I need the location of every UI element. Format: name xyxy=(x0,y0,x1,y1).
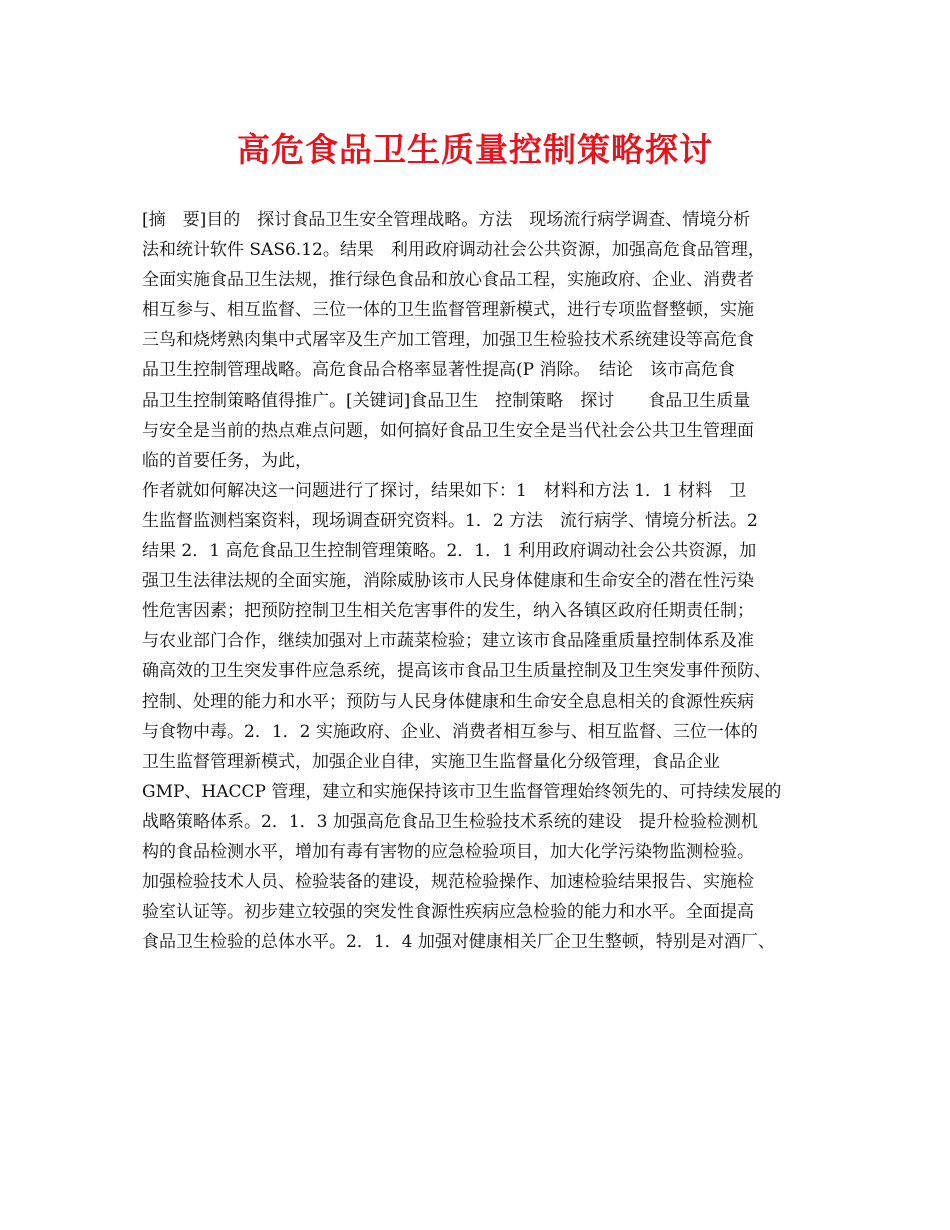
body-text-line: 三鸟和烧烤熟肉集中式屠宰及生产加工管理，加强卫生检验技术系统建设等高危食 xyxy=(142,330,754,351)
body-text-line: 性危害因素；把预防控制卫生相关危害事件的发生，纳入各镇区政府任期责任制； xyxy=(142,601,754,622)
body-text-line: 结果 2．1 高危食品卫生控制管理策略。2．1．1 利用政府调动社会公共资源，加 xyxy=(142,541,757,562)
body-text-line: 临的首要任务，为此， xyxy=(142,450,312,471)
body-text-line: 品卫生控制管理战略。高危食品合格率显著性提高(P 消除。 结论 该市高危食 xyxy=(142,360,735,381)
body-text-line: GMP、HACCP 管理，建立和实施保持该市卫生监督管理始终领先的、可持续发展的 xyxy=(142,781,782,802)
body-text-line: 强卫生法律法规的全面实施，消除威胁该市人民身体健康和生命安全的潜在性污染 xyxy=(142,571,754,592)
body-text-line: 食品卫生检验的总体水平。2．1．4 加强对健康相关厂企卫生整顿，特别是对酒厂、 xyxy=(142,932,775,953)
body-text-line: 加强检验技术人员、检验装备的建设，规范检验操作、加速检验结果报告、实施检 xyxy=(142,872,754,893)
body-text-line: 与安全是当前的热点难点问题，如何搞好食品卫生安全是当代社会公共卫生管理面 xyxy=(142,420,754,441)
body-text-line: 确高效的卫生突发事件应急系统，提高该市食品卫生质量控制及卫生突发事件预防、 xyxy=(142,661,771,682)
body-text-line: 法和统计软件 SAS6.12。结果 利用政府调动社会公共资源，加强高危食品管理， xyxy=(142,240,765,261)
body-text-line: 全面实施食品卫生法规，推行绿色食品和放心食品工程，实施政府、企业、消费者 xyxy=(142,270,754,291)
body-text-line: 与农业部门合作，继续加强对上市蔬菜检验；建立该市食品隆重质量控制体系及准 xyxy=(142,631,754,652)
body-text-line: 作者就如何解决这一问题进行了探讨，结果如下：1 材料和方法 1．1 材料 卫 xyxy=(142,480,747,501)
body-text-line: 相互参与、相互监督、三位一体的卫生监督管理新模式，进行专项监督整顿，实施 xyxy=(142,300,754,321)
document-title: 高危食品卫生质量控制策略探讨 xyxy=(237,130,713,169)
body-text-line: 控制、处理的能力和水平；预防与人民身体健康和生命安全息息相关的食源性疾病 xyxy=(142,691,754,712)
body-text-line: 验室认证等。初步建立较强的突发性食源性疾病应急检验的能力和水平。全面提高 xyxy=(142,902,754,923)
body-text-line: 与食物中毒。2．1．2 实施政府、企业、消费者相互参与、相互监督、三位一体的 xyxy=(142,721,758,742)
body-text-line: 卫生监督管理新模式，加强企业自律，实施卫生监督量化分级管理，食品企业 xyxy=(142,751,720,772)
body-text-line: 生监督监测档案资料，现场调查研究资料。1．2 方法 流行病学、情境分析法。2 xyxy=(142,510,758,531)
body-text-line: 构的食品检测水平，增加有毒有害物的应急检验项目，加大化学污染物监测检验。 xyxy=(142,841,754,862)
body-text-line: 品卫生控制策略值得推广。[关键词]食品卫生 控制策略 探讨 食品卫生质量 xyxy=(142,390,751,411)
document-body xyxy=(142,205,822,957)
body-text-line: 战略策略体系。2．1．3 加强高危食品卫生检验技术系统的建设 提升检验检测机 xyxy=(142,811,758,832)
body-text-line: [摘 要]目的 探讨食品卫生安全管理战略。方法 现场流行病学调查、情境分析 xyxy=(142,210,751,230)
